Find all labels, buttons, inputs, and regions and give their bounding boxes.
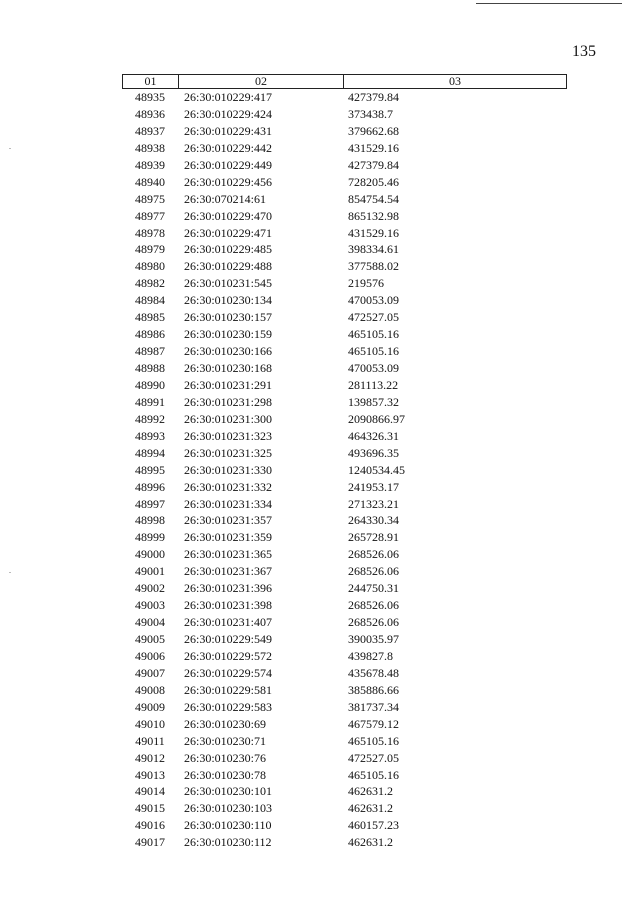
value-cell: 431529.16	[348, 140, 399, 155]
table-row	[122, 716, 567, 733]
value-cell: 439827.8	[348, 648, 393, 663]
value-cell: 854754.54	[348, 191, 399, 206]
table-row	[122, 800, 567, 817]
table-row	[122, 597, 567, 614]
table-row	[122, 208, 567, 225]
cadastral-number-cell: 26:30:010231:545	[184, 276, 273, 291]
table-row	[122, 326, 567, 343]
table-row	[122, 106, 567, 123]
value-cell: 385886.66	[348, 682, 399, 697]
row-number-cell: 48988	[135, 361, 165, 375]
cadastral-number-cell: 26:30:010231:323	[184, 428, 273, 443]
row-number-cell: 48984	[135, 293, 165, 308]
value-cell: 281113.22	[348, 377, 399, 392]
cadastral-number-cell: 26:30:010231:365	[184, 547, 273, 562]
row-number-cell: 49006	[135, 648, 165, 663]
page-number: 135	[572, 43, 596, 60]
value-cell: 265728.91	[348, 530, 399, 545]
table-row	[122, 445, 567, 462]
column-header-03: 03	[449, 74, 461, 88]
table-row	[122, 275, 567, 292]
value-cell: 467579.12	[348, 716, 399, 731]
cadastral-number-cell: 26:30:010230:110	[184, 818, 272, 833]
value-cell: 379662.68	[348, 123, 399, 138]
table-row	[122, 682, 567, 699]
cadastral-number-cell: 26:30:010230:69	[184, 716, 267, 731]
row-number-cell: 49012	[135, 750, 165, 765]
table-row	[122, 614, 567, 631]
value-cell: 465105.16	[348, 327, 399, 342]
value-cell: 271323.21	[348, 496, 399, 511]
value-cell: 2090866.97	[348, 411, 405, 426]
cadastral-number-cell: 26:30:010229:583	[184, 699, 273, 714]
value-cell: 472527.05	[348, 310, 399, 325]
value-cell: 264330.34	[348, 513, 399, 528]
value-cell: 464326.31	[348, 428, 399, 443]
row-number-cell: 48979	[135, 242, 165, 257]
cadastral-number-cell: 26:30:010231:334	[184, 496, 273, 511]
row-number-cell: 49003	[135, 598, 165, 613]
row-number-cell: 48982	[135, 276, 165, 291]
table-row	[122, 496, 567, 513]
cadastral-number-cell: 26:30:010229:549	[184, 632, 273, 646]
table-row	[122, 343, 567, 360]
value-cell: 460157.23	[348, 818, 399, 833]
cadastral-number-cell: 26:30:010230:71	[184, 733, 267, 748]
table-row	[122, 580, 567, 597]
row-number-cell: 49014	[135, 784, 165, 799]
table-row	[122, 191, 567, 208]
table-row	[122, 767, 567, 784]
cadastral-number-cell: 26:30:010229:485	[184, 242, 273, 257]
cadastral-number-cell: 26:30:010230:112	[184, 835, 272, 850]
column-header-01: 01	[123, 75, 179, 88]
value-cell: 381737.34	[348, 699, 399, 714]
cadastral-number-cell: 26:30:010231:332	[184, 479, 273, 494]
row-number-cell: 48997	[135, 496, 165, 511]
cadastral-number-cell: 26:30:010230:134	[184, 293, 273, 308]
value-cell: 219576	[348, 276, 384, 291]
row-number-cell: 48998	[135, 513, 165, 528]
row-number-cell: 48996	[135, 479, 165, 494]
row-number-cell: 48935	[135, 90, 165, 104]
cadastral-number-cell: 26:30:010230:168	[184, 361, 273, 375]
row-number-cell: 48987	[135, 344, 165, 359]
cadastral-number-cell: 26:30:010229:456	[184, 174, 273, 189]
row-number-cell: 49011	[135, 733, 165, 748]
cadastral-number-cell: 26:30:010231:398	[184, 598, 273, 613]
value-cell: 241953.17	[348, 479, 399, 494]
row-number-cell: 49007	[135, 665, 165, 680]
row-number-cell: 48980	[135, 259, 165, 274]
cadastral-number-cell: 26:30:010229:471	[184, 225, 273, 240]
row-number-cell: 49017	[135, 835, 165, 850]
row-number-cell: 48990	[135, 377, 165, 392]
cadastral-number-cell: 26:30:010229:572	[184, 648, 273, 663]
value-cell: 398334.61	[348, 242, 399, 257]
value-cell: 268526.06	[348, 615, 399, 630]
table-row	[122, 462, 567, 479]
cadastral-number-cell: 26:30:010229:574	[184, 665, 273, 680]
margin-mark	[9, 572, 11, 573]
table-row	[122, 750, 567, 767]
value-cell: 268526.06	[348, 564, 399, 579]
table-row	[122, 512, 567, 529]
row-number-cell: 49004	[135, 615, 165, 630]
cadastral-number-cell: 26:30:010231:291	[184, 377, 273, 392]
table-row	[122, 631, 567, 648]
value-cell: 377588.02	[348, 259, 399, 274]
table-header	[122, 74, 567, 89]
table-body	[122, 89, 567, 851]
table-row	[122, 699, 567, 716]
value-cell: 465105.16	[348, 733, 399, 748]
table-row	[122, 563, 567, 580]
row-number-cell: 48936	[135, 106, 165, 121]
table-row	[122, 648, 567, 665]
value-cell: 865132.98	[348, 208, 399, 223]
cadastral-number-cell: 26:30:010231:396	[184, 581, 273, 596]
margin-mark	[9, 148, 11, 149]
cadastral-number-cell: 26:30:010229:581	[184, 682, 273, 697]
value-cell: 470053.09	[348, 361, 399, 375]
row-number-cell: 48986	[135, 327, 165, 342]
value-cell: 268526.06	[348, 598, 399, 613]
value-cell: 493696.35	[348, 445, 399, 460]
row-number-cell: 49009	[135, 699, 165, 714]
row-number-cell: 48992	[135, 411, 165, 426]
cadastral-number-cell: 26:30:010230:78	[184, 767, 267, 782]
row-number-cell: 49013	[135, 767, 165, 782]
value-cell: 390035.97	[348, 632, 399, 646]
value-cell: 139857.32	[348, 394, 399, 409]
row-number-cell: 48977	[135, 208, 165, 223]
value-cell: 462631.2	[348, 784, 393, 799]
value-cell: 431529.16	[348, 225, 399, 240]
row-number-cell: 49000	[135, 547, 165, 562]
column-header-02: 02	[179, 75, 344, 88]
value-cell: 1240534.45	[348, 462, 405, 477]
table-row	[122, 834, 567, 851]
cadastral-number-cell: 26:30:010231:359	[184, 530, 273, 545]
value-cell: 462631.2	[348, 835, 393, 850]
cadastral-number-cell: 26:30:010230:166	[184, 344, 273, 359]
row-number-cell: 49001	[135, 564, 165, 579]
row-number-cell: 48975	[135, 191, 165, 206]
cadastral-number-cell: 26:30:010229:417	[184, 90, 273, 104]
table-row	[122, 546, 567, 563]
table-row	[122, 783, 567, 800]
cadastral-number-cell: 26:30:010230:159	[184, 327, 273, 342]
value-cell: 427379.84	[348, 157, 399, 172]
table-row	[122, 292, 567, 309]
table-row	[122, 394, 567, 411]
row-number-cell: 49005	[135, 632, 165, 646]
cadastral-number-cell: 26:30:010231:325	[184, 445, 273, 460]
row-number-cell: 49010	[135, 716, 165, 731]
row-number-cell: 48938	[135, 140, 165, 155]
row-number-cell: 48939	[135, 157, 165, 172]
cadastral-number-cell: 26:30:010231:357	[184, 513, 273, 528]
cadastral-number-cell: 26:30:010230:157	[184, 310, 273, 325]
data-table	[122, 74, 567, 851]
cadastral-number-cell: 26:30:010229:488	[184, 259, 273, 274]
cadastral-number-cell: 26:30:070214:61	[184, 191, 267, 206]
table-row	[122, 140, 567, 157]
row-number-cell: 49008	[135, 682, 165, 697]
table-row	[122, 665, 567, 682]
row-number-cell: 49002	[135, 581, 165, 596]
cadastral-number-cell: 26:30:010231:300	[184, 411, 273, 426]
table-row	[122, 411, 567, 428]
value-cell: 373438.7	[348, 106, 393, 121]
value-cell: 427379.84	[348, 90, 399, 104]
value-cell: 470053.09	[348, 293, 399, 308]
cadastral-number-cell: 26:30:010231:407	[184, 615, 273, 630]
table-row	[122, 360, 567, 377]
row-number-cell: 48985	[135, 310, 165, 325]
row-number-cell: 48940	[135, 174, 165, 189]
cadastral-number-cell: 26:30:010231:298	[184, 394, 273, 409]
row-number-cell: 48999	[135, 530, 165, 545]
cadastral-number-cell: 26:30:010230:76	[184, 750, 267, 765]
table-row	[122, 428, 567, 445]
table-row	[122, 157, 567, 174]
cadastral-number-cell: 26:30:010229:431	[184, 123, 273, 138]
value-cell: 244750.31	[348, 581, 399, 596]
row-number-cell: 48937	[135, 123, 165, 138]
row-number-cell: 49016	[135, 818, 165, 833]
cadastral-number-cell: 26:30:010229:442	[184, 140, 273, 155]
value-cell: 435678.48	[348, 665, 399, 680]
table-row	[122, 123, 567, 140]
cadastral-number-cell: 26:30:010231:367	[184, 564, 273, 579]
row-number-cell: 49015	[135, 801, 165, 816]
row-number-cell: 48994	[135, 445, 165, 460]
value-cell: 472527.05	[348, 750, 399, 765]
table-row	[122, 479, 567, 496]
table-row	[122, 258, 567, 275]
row-number-cell: 48993	[135, 428, 165, 443]
row-number-cell: 48978	[135, 225, 165, 240]
cadastral-number-cell: 26:30:010230:103	[184, 801, 273, 816]
table-row	[122, 89, 567, 106]
value-cell: 268526.06	[348, 547, 399, 562]
table-row	[122, 241, 567, 258]
value-cell: 462631.2	[348, 801, 393, 816]
table-row	[122, 225, 567, 242]
cadastral-number-cell: 26:30:010229:449	[184, 157, 273, 172]
table-row	[122, 817, 567, 834]
top-rule	[476, 3, 622, 4]
table-row	[122, 529, 567, 546]
cadastral-number-cell: 26:30:010229:424	[184, 106, 273, 121]
cadastral-number-cell: 26:30:010230:101	[184, 784, 273, 799]
table-row	[122, 733, 567, 750]
table-row	[122, 174, 567, 191]
value-cell: 465105.16	[348, 767, 399, 782]
cadastral-number-cell: 26:30:010229:470	[184, 208, 273, 223]
value-cell: 465105.16	[348, 344, 399, 359]
row-number-cell: 48991	[135, 394, 165, 409]
value-cell: 728205.46	[348, 174, 399, 189]
row-number-cell: 48995	[135, 462, 165, 477]
table-row	[122, 377, 567, 394]
cadastral-number-cell: 26:30:010231:330	[184, 462, 273, 477]
table-row	[122, 309, 567, 326]
